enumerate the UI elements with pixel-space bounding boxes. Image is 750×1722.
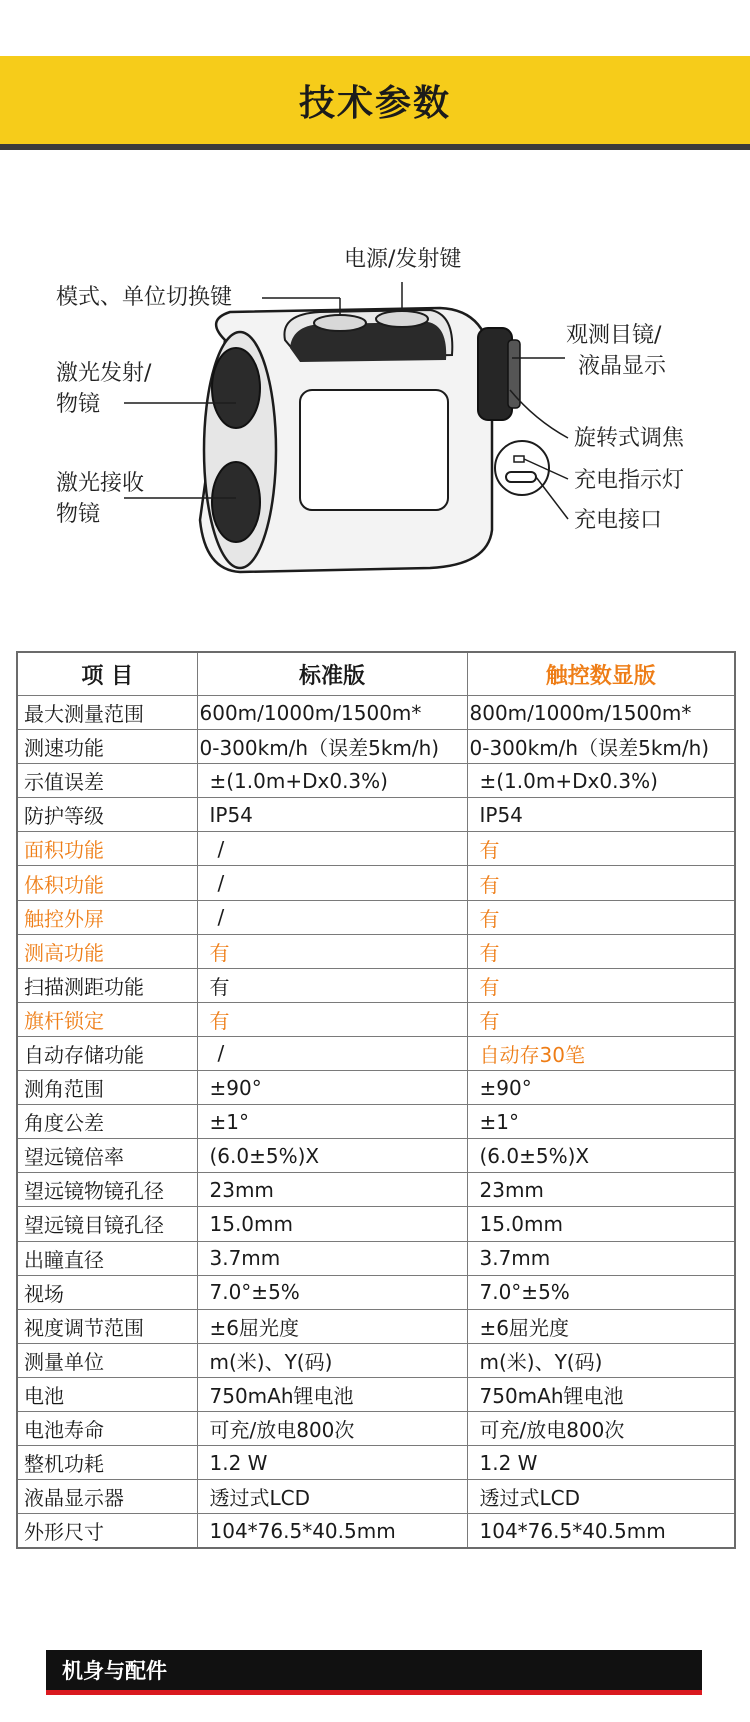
label-charge-port: 充电接口 [574, 508, 663, 533]
row-standard-cell: 7.0°±5% [197, 1275, 467, 1309]
row-touch-cell: (6.0±5%)X [467, 1139, 735, 1173]
spec-table [16, 651, 736, 1549]
label-laser-recv-1: 激光接收 [56, 471, 145, 496]
label-eyepiece-2: 液晶显示 [578, 354, 667, 379]
row-touch-cell: 有 [467, 968, 735, 1002]
table-row [17, 1002, 735, 1036]
row-touch-cell: ±(1.0m+Dx0.3%) [467, 764, 735, 798]
label-charge-led: 充电指示灯 [574, 468, 685, 493]
row-touch-cell: ±1° [467, 1105, 735, 1139]
section-bar [46, 1650, 702, 1695]
row-item-cell: 测高功能 [17, 934, 197, 968]
table-row [17, 1309, 735, 1343]
table-row [17, 1173, 735, 1207]
row-standard-cell: 可充/放电800次 [197, 1411, 467, 1445]
row-standard-cell: m(米)、Y(码) [197, 1343, 467, 1377]
table-row [17, 798, 735, 832]
row-standard-cell: 750mAh锂电池 [197, 1377, 467, 1411]
row-touch-cell: 750mAh锂电池 [467, 1377, 735, 1411]
table-row [17, 696, 735, 730]
table-row [17, 1139, 735, 1173]
row-item-cell: 防护等级 [17, 798, 197, 832]
row-item-cell: 望远镜目镜孔径 [17, 1207, 197, 1241]
row-item-cell: 出瞳直径 [17, 1241, 197, 1275]
charge-led [514, 456, 524, 462]
row-touch-cell: 有 [467, 900, 735, 934]
row-item-cell: 自动存储功能 [17, 1036, 197, 1070]
row-item-cell: 旗杆锁定 [17, 1002, 197, 1036]
row-standard-cell: 透过式LCD [197, 1480, 467, 1514]
table-row [17, 1480, 735, 1514]
row-item-cell: 扫描测距功能 [17, 968, 197, 1002]
table-row [17, 1514, 735, 1549]
row-item-cell: 视度调节范围 [17, 1309, 197, 1343]
side-panel [300, 390, 448, 510]
mode-button [314, 315, 366, 331]
row-item-cell: 电池 [17, 1377, 197, 1411]
row-touch-cell: IP54 [467, 798, 735, 832]
page-title: 技术参数 [298, 82, 451, 124]
label-laser-recv-2: 物镜 [56, 502, 101, 527]
label-laser-emit-1: 激光发射/ [56, 361, 152, 386]
row-item-cell: 望远镜倍率 [17, 1139, 197, 1173]
row-standard-cell: 0-300km/h（误差5km/h) [197, 730, 467, 764]
row-item-cell: 望远镜物镜孔径 [17, 1173, 197, 1207]
row-item-cell: 示值误差 [17, 764, 197, 798]
row-touch-cell: 自动存30笔 [467, 1036, 735, 1070]
row-standard-cell: ±6屈光度 [197, 1309, 467, 1343]
row-item-cell: 测量单位 [17, 1343, 197, 1377]
row-touch-cell: 透过式LCD [467, 1480, 735, 1514]
row-touch-cell: 800m/1000m/1500m* [467, 696, 735, 730]
row-item-cell: 外形尺寸 [17, 1514, 197, 1549]
row-touch-cell: 1.2 W [467, 1446, 735, 1480]
table-row [17, 730, 735, 764]
row-item-cell: 电池寿命 [17, 1411, 197, 1445]
table-row [17, 866, 735, 900]
row-touch-cell: 有 [467, 866, 735, 900]
row-standard-cell: 有 [197, 968, 467, 1002]
receive-lens [212, 462, 260, 542]
product-diagram [0, 220, 750, 580]
row-touch-cell: m(米)、Y(码) [467, 1343, 735, 1377]
table-row [17, 1241, 735, 1275]
row-item-cell: 整机功耗 [17, 1446, 197, 1480]
table-header-row [17, 652, 735, 696]
table-row [17, 1105, 735, 1139]
row-touch-cell: 可充/放电800次 [467, 1411, 735, 1445]
row-item-cell: 面积功能 [17, 832, 197, 866]
row-item-cell: 测速功能 [17, 730, 197, 764]
row-item-cell: 液晶显示器 [17, 1480, 197, 1514]
row-touch-cell: 3.7mm [467, 1241, 735, 1275]
section-title: 机身与配件 [62, 1659, 167, 1683]
label-power-fire-key: 电源/发射键 [344, 247, 462, 272]
table-row [17, 1377, 735, 1411]
table-row [17, 1071, 735, 1105]
header-touch: 触控数显版 [467, 652, 735, 696]
label-mode-unit-key: 模式、单位切换键 [56, 285, 233, 310]
header-item: 项 目 [17, 652, 197, 696]
power-button [376, 311, 428, 327]
row-standard-cell: 104*76.5*40.5mm [197, 1514, 467, 1549]
table-row [17, 1411, 735, 1445]
row-touch-cell: 7.0°±5% [467, 1275, 735, 1309]
row-standard-cell: 23mm [197, 1173, 467, 1207]
charge-area [495, 441, 549, 495]
eyepiece-ring [478, 328, 512, 420]
row-touch-cell: 有 [467, 934, 735, 968]
table-row [17, 900, 735, 934]
table-row [17, 832, 735, 866]
title-banner [0, 56, 750, 150]
row-touch-cell: ±90° [467, 1071, 735, 1105]
row-standard-cell: 1.2 W [197, 1446, 467, 1480]
grip-texture [290, 322, 446, 362]
row-touch-cell: 23mm [467, 1173, 735, 1207]
row-item-cell: 角度公差 [17, 1105, 197, 1139]
row-standard-cell: ±90° [197, 1071, 467, 1105]
eyepiece-cap [508, 340, 520, 408]
header-standard: 标准版 [197, 652, 467, 696]
row-standard-cell: 有 [197, 1002, 467, 1036]
emit-lens [212, 348, 260, 428]
label-focus: 旋转式调焦 [574, 426, 685, 451]
row-standard-cell: / [197, 1036, 467, 1070]
row-touch-cell: ±6屈光度 [467, 1309, 735, 1343]
table-row [17, 1207, 735, 1241]
row-touch-cell: 104*76.5*40.5mm [467, 1514, 735, 1549]
row-standard-cell: / [197, 866, 467, 900]
table-row [17, 1275, 735, 1309]
row-standard-cell: 600m/1000m/1500m* [197, 696, 467, 730]
table-row [17, 968, 735, 1002]
table-row [17, 934, 735, 968]
row-standard-cell: 有 [197, 934, 467, 968]
row-standard-cell: 15.0mm [197, 1207, 467, 1241]
label-laser-emit-2: 物镜 [56, 392, 101, 417]
table-row [17, 1036, 735, 1070]
charge-port [506, 472, 536, 482]
row-standard-cell: 3.7mm [197, 1241, 467, 1275]
row-item-cell: 触控外屏 [17, 900, 197, 934]
row-item-cell: 最大测量范围 [17, 696, 197, 730]
row-standard-cell: / [197, 900, 467, 934]
table-row [17, 1446, 735, 1480]
row-standard-cell: IP54 [197, 798, 467, 832]
row-standard-cell: / [197, 832, 467, 866]
row-touch-cell: 0-300km/h（误差5km/h) [467, 730, 735, 764]
row-standard-cell: ±1° [197, 1105, 467, 1139]
label-eyepiece-1: 观测目镜/ [566, 323, 662, 348]
row-standard-cell: ±(1.0m+Dx0.3%) [197, 764, 467, 798]
table-body [17, 696, 735, 1549]
row-standard-cell: (6.0±5%)X [197, 1139, 467, 1173]
row-item-cell: 体积功能 [17, 866, 197, 900]
table-row [17, 764, 735, 798]
table-row [17, 1343, 735, 1377]
row-item-cell: 测角范围 [17, 1071, 197, 1105]
row-item-cell: 视场 [17, 1275, 197, 1309]
row-touch-cell: 有 [467, 1002, 735, 1036]
row-touch-cell: 15.0mm [467, 1207, 735, 1241]
row-touch-cell: 有 [467, 832, 735, 866]
